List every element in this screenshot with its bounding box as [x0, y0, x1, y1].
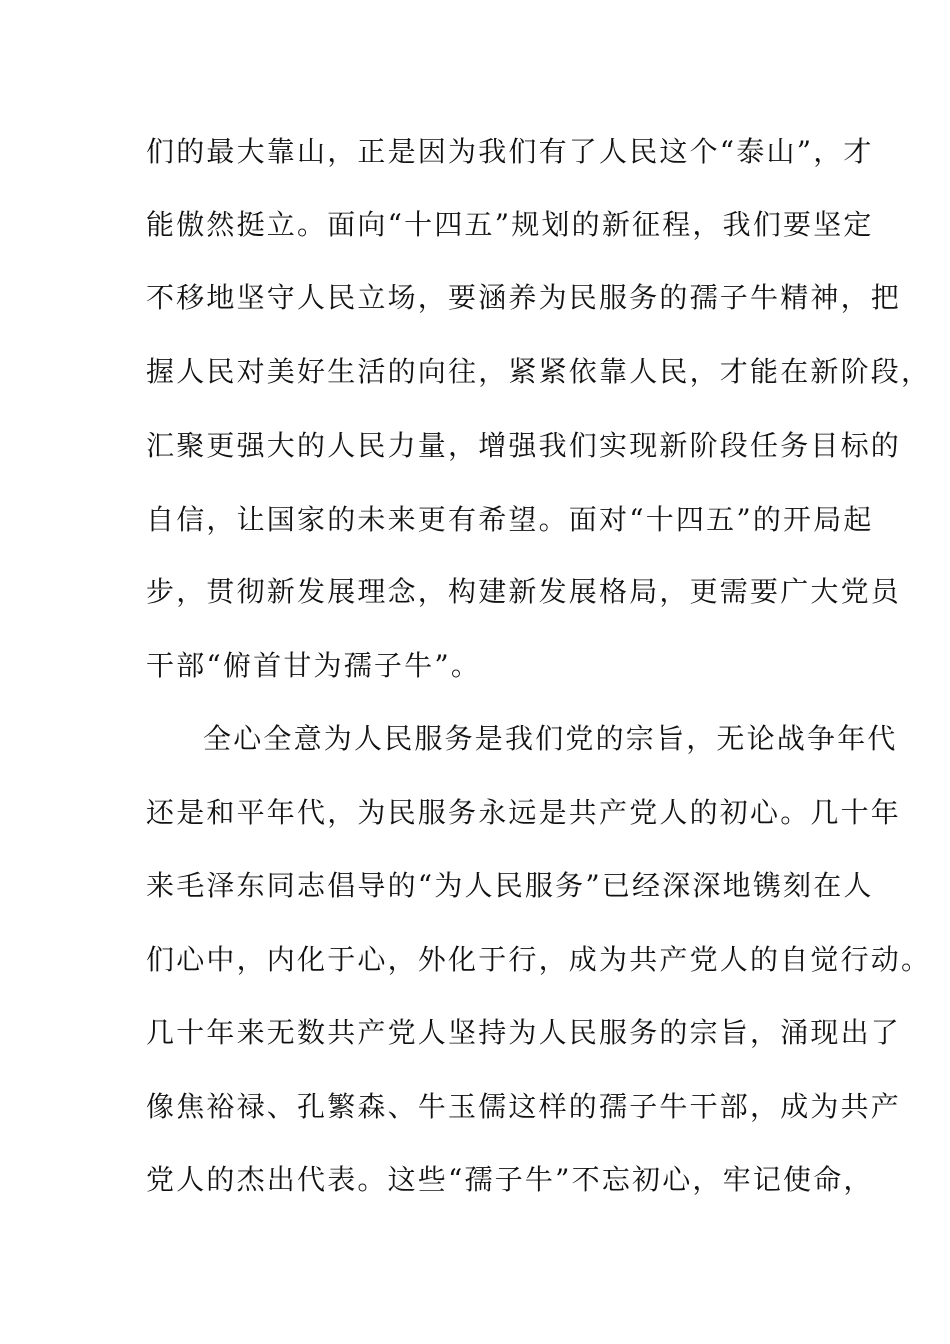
text-line: 步，贯彻新发展理念，构建新发展格局，更需要广大党员	[146, 575, 902, 608]
text-line: 几十年来无数共产党人坚持为人民服务的宗旨，涌现出了	[146, 1016, 902, 1049]
text-line: 汇聚更强大的人民力量，增强我们实现新阶段任务目标的	[146, 429, 902, 462]
text-line: 握人民对美好生活的向往，紧紧依靠人民，才能在新阶段，	[146, 355, 932, 388]
text-line: 来毛泽东同志倡导的“为人民服务”已经深深地镌刻在人	[146, 869, 874, 902]
text-line: 还是和平年代，为民服务永远是共产党人的初心。几十年	[146, 796, 902, 829]
text-line: 不移地坚守人民立场，要涵养为民服务的孺子牛精神，把	[146, 281, 902, 314]
text-line: 像焦裕禄、孔繁森、牛玉儒这样的孺子牛干部，成为共产	[146, 1090, 902, 1123]
text-line: 能傲然挺立。面向“十四五”规划的新征程，我们要坚定	[146, 208, 874, 241]
text-line: 们的最大靠山，正是因为我们有了人民这个“泰山”，才	[146, 135, 874, 168]
text-line: 干部“俯首甘为孺子牛”。	[146, 649, 482, 682]
text-line: 全心全意为人民服务是我们党的宗旨，无论战争年代	[203, 722, 898, 755]
text-line: 自信，让国家的未来更有希望。面对“十四五”的开局起	[146, 503, 874, 536]
text-line: 们心中，内化于心，外化于行，成为共产党人的自觉行动。	[146, 943, 932, 976]
text-line: 党人的杰出代表。这些“孺子牛”不忘初心，牢记使命，	[146, 1163, 874, 1196]
